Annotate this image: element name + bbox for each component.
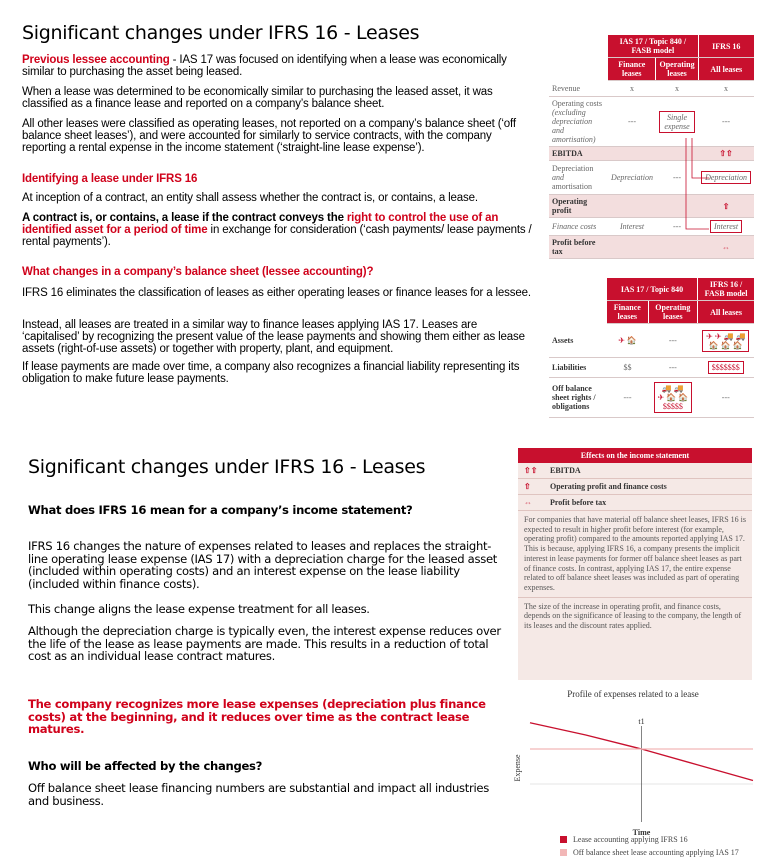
- off-line1: 🚚 🚚: [661, 384, 684, 393]
- th2-all: All leases: [698, 301, 754, 324]
- effects-row-pbt: [518, 495, 752, 511]
- pbt-neutral-icon: ⇔: [698, 236, 754, 259]
- th2-ifrs16: IFRS 16 / FASB model: [698, 278, 754, 301]
- cell-dash: ---: [698, 97, 754, 147]
- liab-finance: $$: [607, 358, 648, 378]
- prev-heading: Previous lessee accounting: [22, 54, 170, 66]
- legend-swatch-1: [560, 836, 567, 843]
- row-off-balance-sheet: Off balance sheet rights / obligations: [549, 378, 607, 418]
- operating-lease-paragraph: All other leases were classified as operating leases, not reported on a company’s balance sheet (‘off balance sheet leases’), and were accounted for similarly to service contracts, with the company reporting a rental expense in the income statement (‘straight-line lease expense’).: [22, 118, 516, 154]
- up-arrow-icon: ⇧: [524, 482, 531, 491]
- effects-box: [518, 448, 752, 680]
- slide-1-title: Significant changes under IFRS 16 - Leases: [22, 22, 420, 44]
- opcosts-label: Operating costs: [552, 99, 602, 108]
- effects-r1-label: EBITDA: [550, 466, 581, 475]
- effects-r3-label: Profit before tax: [550, 498, 607, 507]
- chart-y-label: Expense: [513, 754, 522, 782]
- depreciation-box: Depreciation: [701, 171, 751, 184]
- affected-question: Who will be affected by the changes?: [28, 759, 263, 773]
- th-ias17: IAS 17 / Topic 840 / FASB model: [608, 35, 698, 58]
- row-operating-profit: Operating profit: [549, 195, 608, 218]
- bs-paragraph-1: IFRS 16 eliminates the classification of leases as either operating leases or finance leases for a lessee.: [22, 287, 531, 299]
- effects-header: Effects on the income statement: [518, 448, 752, 463]
- chart-annotation-t1: t1: [638, 717, 645, 726]
- op-profit-up-icon: ⇧: [698, 195, 754, 218]
- row-revenue: Revenue: [549, 81, 608, 97]
- assets-all-line1: ✈ ✈ 🚚 🚚: [706, 331, 746, 341]
- contract-bold: A contract is, or contains, a lease if the contract conveys the: [22, 212, 347, 224]
- assets-all-line2: 🏠 🏠 🏠: [708, 340, 743, 350]
- cell-dash: ---: [648, 358, 698, 378]
- affected-paragraph: Off balance sheet lease financing numbers are substantial and impact all industries and business.: [28, 781, 490, 808]
- chart-x-label: Time: [632, 828, 651, 837]
- bs-paragraph-3: If lease payments are made over time, a company also recognizes a financial liability representing its obligation to make future lease payments.: [22, 361, 520, 385]
- bs-paragraph-2: Instead, all leases are treated in a similar way to finance leases applying IAS 17. Leases are ‘capitalised’ by recognizing the present value of the lease payments and showing them either as lease assets (right-of-use assets) or together with property, plant, and equipment.: [22, 319, 525, 355]
- left-right-arrow-icon: ⇔: [524, 498, 532, 507]
- effects-r2-label: Operating profit and finance costs: [550, 482, 667, 491]
- th-all: All leases: [698, 58, 754, 81]
- dep-label-b: amortisation: [552, 182, 592, 191]
- finance-lease-paragraph: When a lease was determined to be economically similar to purchasing the leased asset, it was classified as a finance lease and reported on a company’s balance sheet.: [22, 86, 493, 110]
- row-assets: Assets: [549, 324, 607, 358]
- row-profit-before-tax: Profit before tax: [549, 236, 608, 259]
- expense-profile-chart: [508, 684, 758, 864]
- income-statement-table: [549, 35, 754, 259]
- is-paragraph-3: Although the depreciation charge is typically even, the interest expense reduces over the life of the lease as lease payments are made. This results in a reduction of total cost as an individual lease contract matures.: [28, 624, 501, 663]
- th-ifrs16: IFRS 16: [698, 35, 754, 58]
- effects-text-1: For companies that have material off balance sheet leases, IFRS 16 is expected to result in higher profit before interest (for example, operating profit) compared to the amounts reported applying IAS 17. This is because, applying IFRS 16, a company presents the implicit interest in lease payments for former off balance sheet leases as part of finance costs. In contrast, applying IAS 17, the entire expense related to off balance sheet leases was included as part of operating expenses.: [524, 515, 747, 592]
- row-finance-costs: Finance costs: [549, 218, 608, 236]
- row-depreciation: [549, 161, 608, 195]
- balance-sheet-heading: What changes in a company’s balance sheet (lessee accounting)?: [22, 266, 374, 278]
- opcosts-note: (excluding depreciation and amortisation): [552, 108, 596, 144]
- th2-finance: Finance leases: [607, 301, 648, 324]
- is-paragraph-2: This change aligns the lease expense treatment for all leases.: [28, 602, 370, 616]
- previous-lessee-paragraph: [22, 54, 532, 78]
- contract-red: right to control the use of an identified asset for a period of time: [22, 212, 499, 236]
- contract-paragraph: [22, 212, 532, 248]
- legend-label-1: Lease accounting applying IFRS 16: [573, 835, 688, 844]
- assets-finance-icons: ✈ 🏠: [607, 324, 648, 358]
- th-finance: Finance leases: [608, 58, 656, 81]
- cell-dash: ---: [607, 378, 648, 418]
- legend-swatch-2: [560, 849, 567, 856]
- double-up-arrow-icon: ⇧⇧: [524, 466, 538, 475]
- identify-text: At inception of a contract, an entity shall assess whether the contract is, or contains, a lease.: [22, 192, 478, 204]
- cell-x: x: [656, 81, 698, 97]
- contract-rest: in exchange for consideration (‘cash payments/ lease payments / rental payments’).: [22, 224, 532, 248]
- slide-1: [0, 0, 768, 430]
- off-line3: $$$$$: [662, 402, 683, 411]
- slide-2-title: Significant changes under IFRS 16 - Leases: [28, 456, 426, 478]
- effects-row-ebitda: [518, 463, 752, 479]
- th2-ias17: IAS 17 / Topic 840: [607, 278, 698, 301]
- dep-label: Depreciation: [552, 164, 594, 173]
- chart-title: Profile of expenses related to a lease: [567, 689, 699, 699]
- legend-label-2: Off balance sheet lease accounting applying IAS 17: [573, 848, 739, 857]
- red-highlight-paragraph: The company recognizes more lease expenses (depreciation plus finance costs) at the beginning, and it reduces over time as the contract lease matures.: [28, 697, 486, 736]
- cell-interest: Interest: [608, 218, 656, 236]
- cell-dash: ---: [648, 324, 698, 358]
- interest-box: Interest: [710, 220, 742, 233]
- cell-depreciation: Depreciation: [608, 161, 656, 195]
- th-operating: Operating leases: [656, 58, 698, 81]
- cell-dash: ---: [656, 218, 698, 236]
- assets-all-box: [702, 330, 749, 352]
- dep-and: and: [552, 173, 564, 182]
- prev-text: - IAS 17 was focused on identifying when a lease was economically similar to purchasing the asset being leased.: [22, 54, 507, 78]
- balance-sheet-table: [549, 278, 754, 418]
- row-liabilities: Liabilities: [549, 358, 607, 378]
- slide-2: [0, 440, 768, 866]
- cell-dash: ---: [656, 161, 698, 195]
- cell-dash: ---: [608, 97, 656, 147]
- cell-x: x: [608, 81, 656, 97]
- row-ebitda: EBITDA: [549, 147, 608, 161]
- off-line2: ✈ 🏠 🏠: [657, 393, 689, 402]
- identify-heading: Identifying a lease under IFRS 16: [22, 173, 198, 185]
- row-operating-costs: [549, 97, 608, 147]
- cell-dash: ---: [698, 378, 754, 418]
- effects-row-operating: [518, 479, 752, 495]
- income-statement-question: What does IFRS 16 mean for a company’s income statement?: [28, 503, 413, 517]
- effects-text-2: The size of the increase in operating profit, and finance costs, depends on the significance of leasing to the company, the length of its leases and the discount rates applied.: [518, 597, 752, 631]
- off-bs-box: [654, 382, 693, 413]
- cell-x: x: [698, 81, 754, 97]
- single-expense-box: Single expense: [659, 111, 695, 133]
- th2-operating: Operating leases: [648, 301, 698, 324]
- is-paragraph-1: IFRS 16 changes the nature of expenses related to leases and replaces the straight-line operating lease expense (IAS 17) with a depreciation charge for the leased asset (included within operating costs) and an interest expense on the lease liability (included within finance costs).: [28, 539, 498, 591]
- ebitda-up-icon: ⇧⇧: [698, 147, 754, 161]
- liab-all-box: $$$$$$$: [708, 361, 744, 374]
